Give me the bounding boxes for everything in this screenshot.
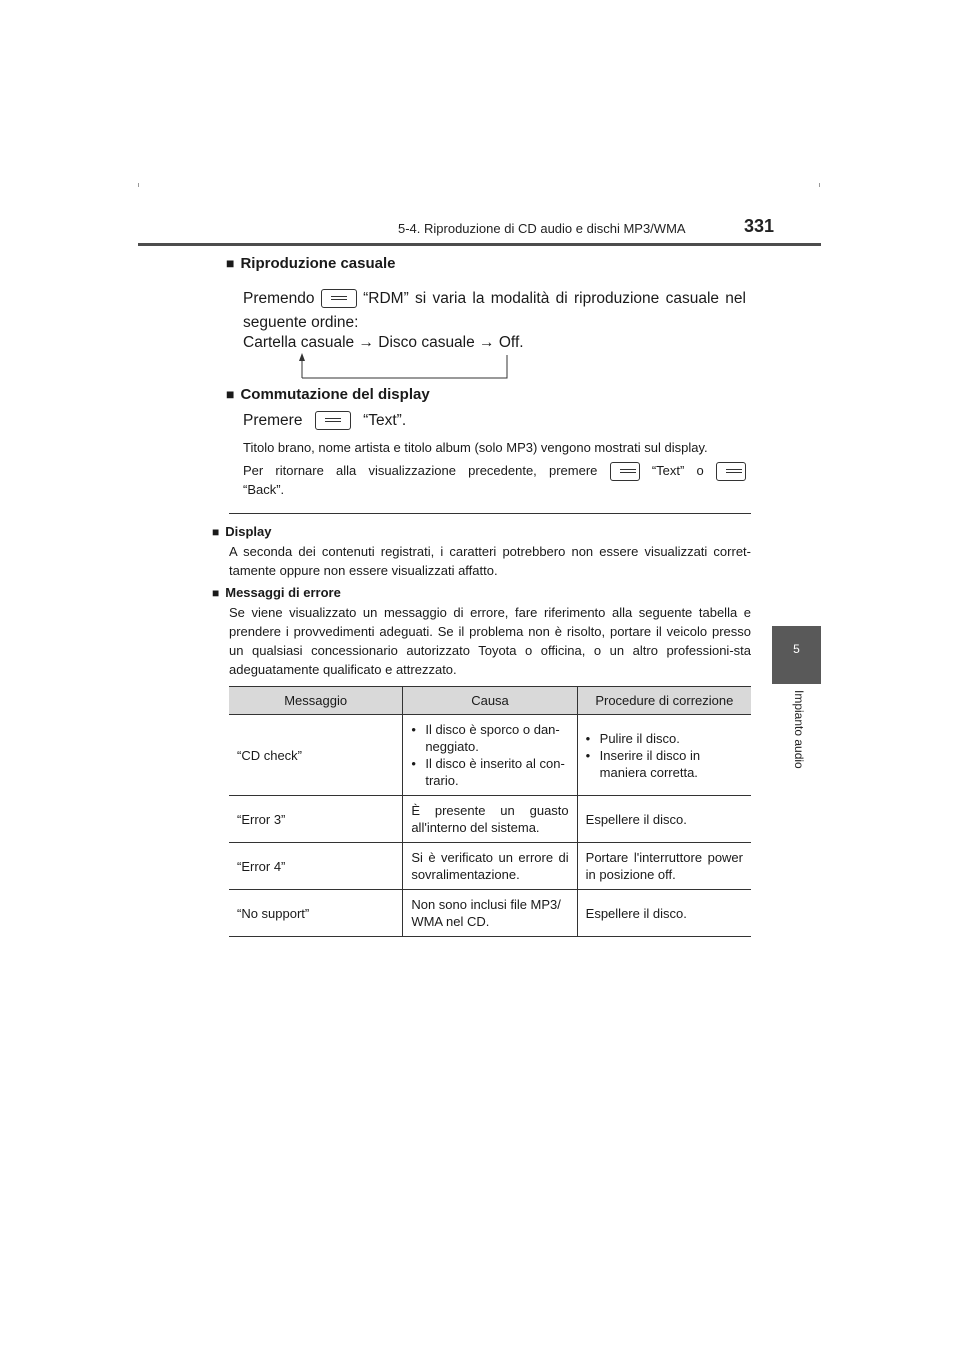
square-bullet-icon: ■	[226, 255, 235, 271]
cause-cell: Si è verificato un errore di sovralimentazione.	[403, 843, 577, 890]
random-title: Riproduzione casuale	[240, 255, 396, 272]
table-row	[229, 890, 751, 937]
fix-item: • Pulire il disco.	[586, 730, 743, 747]
cause-cell: È presente un guasto all'interno del sistema.	[403, 796, 577, 843]
note-errors-text: Se viene visualizzato un messaggio di errore, fare riferimento alla seguente tabella e prendere i provvedimenti adeguati. Se il problema non è risolto, portare il veicolo presso un qualsiasi concessionario autorizzato Toyota o officina, o un altro professioni-sta adeguatamente qualificato e attrezzato.	[229, 605, 751, 677]
chapter-number: 5	[793, 642, 800, 656]
message-cell: “CD check”	[229, 715, 403, 796]
section-title: 5-4. Riproduzione di CD audio e dischi MP3/WMA	[398, 221, 686, 236]
col-header-correction: Procedure di correzione	[577, 687, 751, 715]
message-cell: “Error 4”	[229, 843, 403, 890]
page-number: 331	[744, 216, 775, 236]
text-button-icon	[610, 462, 640, 481]
cause-cell	[403, 715, 577, 796]
rdm-button-icon	[321, 289, 357, 308]
back-button-icon	[716, 462, 746, 481]
chapter-label: Impianto audio	[792, 690, 806, 769]
random-heading	[226, 255, 396, 273]
fix-cell	[577, 715, 751, 796]
col-header-cause: Causa	[403, 687, 577, 715]
display-press-line: Premere “Text”.	[243, 412, 407, 429]
square-bullet-icon: ■	[212, 525, 220, 539]
square-bullet-icon: ■	[212, 586, 220, 600]
fix-cell: Espellere il disco.	[577, 890, 751, 937]
random-line1: Premendo “RDM” si varia la modalità di riproduzione casuale nel	[243, 290, 746, 307]
message-cell: “No support”	[229, 890, 403, 937]
table-row	[229, 796, 751, 843]
fix-cell: Portare l'interruttore power in posizione off.	[577, 843, 751, 890]
crop-mark-right	[819, 183, 820, 187]
header-rule	[138, 243, 821, 246]
table-row	[229, 715, 751, 796]
cause-cell: Non sono inclusi file MP3/ WMA nel CD.	[403, 890, 577, 937]
text-button-icon	[315, 411, 351, 430]
display-info: Titolo brano, nome artista e titolo album (solo MP3) vengono mostrati sul display.	[243, 440, 708, 455]
display-title: Commutazione del display	[240, 386, 430, 403]
note-display-text: A seconda dei contenuti registrati, i caratteri potrebbero non essere visualizzati corret-tamente oppure non essere visualizzati affatto.	[229, 544, 751, 578]
error-table	[229, 686, 751, 937]
display-back-line: Per ritornare alla visualizzazione precedente, premere “Text” o	[243, 461, 746, 481]
crop-mark-left	[138, 183, 139, 187]
square-bullet-icon: ■	[226, 386, 235, 402]
display-heading	[226, 386, 430, 404]
note-errors-heading: ■ Messaggi di errore	[212, 585, 341, 600]
table-header-row	[229, 687, 751, 715]
message-cell: “Error 3”	[229, 796, 403, 843]
fix-cell: Espellere il disco.	[577, 796, 751, 843]
random-line3: Cartella casuale → Disco casuale → Off.	[243, 334, 524, 351]
random-line2: seguente ordine:	[243, 314, 359, 331]
cycle-arrow-icon	[295, 352, 510, 380]
table-row	[229, 843, 751, 890]
display-back-end: “Back”.	[243, 482, 285, 497]
col-header-message: Messaggio	[229, 687, 403, 715]
section-divider	[229, 513, 751, 514]
note-display-heading: ■ Display	[212, 524, 272, 539]
cause-item: • Il disco è inserito al con-trario.	[411, 755, 568, 789]
cause-item: • Il disco è sporco o dan-neggiato.	[411, 721, 568, 755]
fix-item: • Inserire il disco in maniera corretta.	[586, 747, 743, 781]
